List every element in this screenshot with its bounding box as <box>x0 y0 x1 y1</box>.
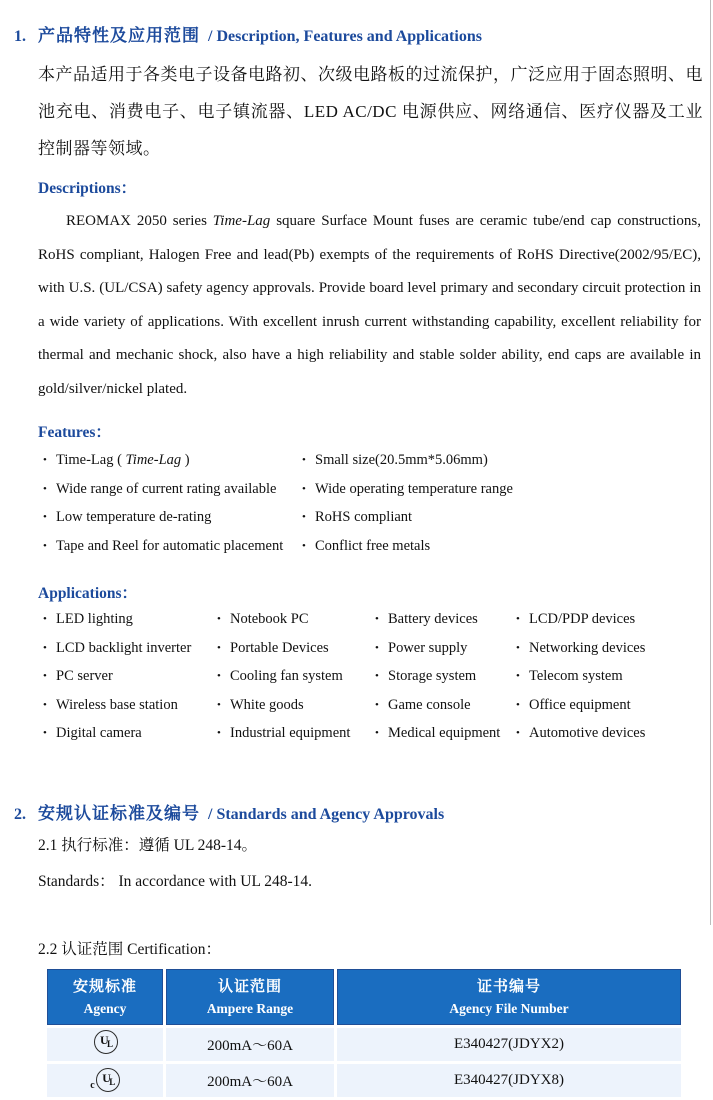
application-item <box>375 696 516 714</box>
application-label: LED lighting <box>56 611 133 627</box>
header-file-number-en: Agency File Number <box>449 1000 569 1016</box>
header-agency-en: Agency <box>83 1000 127 1016</box>
feature-label: Conflict free metals <box>315 537 431 554</box>
applications-list <box>43 610 713 753</box>
header-agency-zh: 安规标准 <box>72 977 137 995</box>
application-item <box>217 696 375 714</box>
bullet-icon: • <box>43 670 47 682</box>
header-ampere-range-en: Ampere Range <box>206 1000 294 1016</box>
ul-circle <box>96 1068 120 1092</box>
section2-title-en: / Standards and Agency Approvals <box>208 805 445 823</box>
application-label: Battery devices <box>388 611 478 627</box>
feature-text-post: ) <box>181 452 190 468</box>
cul-mark-icon <box>90 1068 119 1092</box>
application-item <box>516 667 645 685</box>
bullet-icon: • <box>43 511 47 523</box>
applications-column-2 <box>217 610 375 753</box>
applications-label: Applications： <box>38 585 138 602</box>
bullet-icon: • <box>516 641 520 654</box>
features-list <box>43 451 713 565</box>
application-label: Medical equipment <box>388 725 501 741</box>
application-item <box>375 667 516 685</box>
feature-text-pre: Time-Lag ( <box>56 452 126 468</box>
ampere-range-cell: 200mA～60A <box>166 1028 334 1061</box>
table-row <box>47 1064 681 1097</box>
section2-title-zh: 安规认证标准及编号 <box>38 803 200 823</box>
bullet-icon: • <box>375 670 379 682</box>
description-text-pre: REOMAX 2050 series <box>66 213 213 229</box>
application-label: Industrial equipment <box>230 725 351 741</box>
bullet-icon: • <box>217 670 221 682</box>
bullet-icon: • <box>516 727 520 739</box>
application-item <box>43 639 217 657</box>
application-label: LCD backlight inverter <box>56 639 192 656</box>
header-ampere-range-zh: 认证范围 <box>217 977 282 995</box>
feature-item <box>43 480 302 498</box>
standards-line-zh: 2.1 执行标准：遵循 UL 248-14。 <box>38 836 257 854</box>
ul-letter-l: L <box>107 1039 114 1049</box>
certification-line: 2.2 认证范围 Certification： <box>38 940 221 958</box>
bullet-icon: • <box>302 482 306 495</box>
feature-item <box>43 451 302 469</box>
bullet-icon: • <box>302 454 306 466</box>
features-label: Features： <box>38 424 111 441</box>
feature-item <box>302 537 513 555</box>
file-number-cell: E340427(JDYX8) <box>337 1064 681 1097</box>
ul-mark-icon <box>93 1030 118 1054</box>
feature-item <box>302 480 513 498</box>
bullet-icon: • <box>375 641 379 654</box>
feature-label: Low temperature de-rating <box>56 509 212 525</box>
bullet-icon: • <box>43 727 47 739</box>
table-row <box>47 1028 681 1061</box>
ul-letter-u: U <box>100 1033 109 1047</box>
application-label: Office equipment <box>529 696 631 713</box>
application-label: Cooling fan system <box>230 668 343 684</box>
application-label: Automotive devices <box>529 725 646 741</box>
application-item <box>375 610 516 628</box>
application-item <box>43 610 217 628</box>
application-item <box>516 639 645 657</box>
application-item <box>375 724 516 742</box>
feature-text-italic: Time-Lag <box>125 452 182 468</box>
application-item <box>217 639 375 657</box>
page-right-edge <box>710 0 711 925</box>
application-label: Storage system <box>388 668 477 684</box>
application-item <box>217 610 375 628</box>
applications-column-1 <box>43 610 217 753</box>
application-item <box>217 667 375 685</box>
bullet-icon: • <box>516 613 520 625</box>
features-column-right <box>302 451 513 565</box>
section2-number: 2. <box>14 805 26 823</box>
bullet-icon: • <box>516 670 520 682</box>
section1-heading <box>14 0 713 46</box>
application-label: LCD/PDP devices <box>529 611 636 627</box>
application-item <box>375 639 516 657</box>
application-label: Game console <box>388 696 471 713</box>
feature-item <box>302 508 513 526</box>
application-item <box>516 610 645 628</box>
cul-mark-prefix: c <box>90 1079 95 1091</box>
ul-letter-u: U <box>102 1070 111 1085</box>
application-label: Notebook PC <box>230 611 309 627</box>
header-ampere-range <box>166 969 334 1025</box>
features-column-left <box>43 451 302 565</box>
feature-label: Wide operating temperature range <box>315 480 513 497</box>
description-text-italic: Time-Lag <box>212 213 271 229</box>
section1-title-zh: 产品特性及应用范围 <box>38 26 200 45</box>
bullet-icon: • <box>375 613 379 625</box>
header-agency <box>47 969 163 1025</box>
application-item <box>43 696 217 714</box>
bullet-icon: • <box>43 454 47 466</box>
certification-table <box>44 966 684 1100</box>
application-label: Networking devices <box>529 639 646 656</box>
application-label: Digital camera <box>56 725 142 741</box>
application-item <box>43 724 217 742</box>
feature-label: Small size(20.5mm*5.06mm) <box>315 452 488 468</box>
application-label: White goods <box>230 696 304 713</box>
application-item <box>43 667 217 685</box>
bullet-icon: • <box>43 641 47 654</box>
application-label: Telecom system <box>529 668 623 684</box>
application-label: Power supply <box>388 639 468 656</box>
agency-cell <box>47 1028 163 1061</box>
bullet-icon: • <box>302 511 306 523</box>
bullet-icon: • <box>217 613 221 625</box>
section2-heading <box>14 799 713 824</box>
description-text-post: square Surface Mount fuses are ceramic tube/end cap constructions, RoHS compliant, Halogen Free and lead(Pb) exempts of the requirements of RoHS Directive(2002/95/EC), with U.S. (UL/CSA) safety agency approvals. Provide board level primary and secondary circuit protection in a wide variety of applications. With excellent inrush current withstanding capability, excellent reliability for thermal and mechanic shock, also have a high reliability and stable solder ability, end caps are available in gold/silver/nickel plated. <box>38 213 701 397</box>
bullet-icon: • <box>516 698 520 711</box>
application-item <box>516 724 645 742</box>
application-item <box>516 696 645 714</box>
bullet-icon: • <box>217 698 221 711</box>
bullet-icon: • <box>375 698 379 711</box>
ampere-range-cell: 200mA～60A <box>166 1064 334 1097</box>
feature-label: Wide range of current rating available <box>56 480 277 497</box>
header-file-number-zh: 证书编号 <box>476 977 541 995</box>
header-file-number <box>337 969 681 1025</box>
applications-column-4 <box>516 610 645 753</box>
bullet-icon: • <box>43 482 47 495</box>
section1-title-en: / Description, Features and Applications <box>208 28 482 45</box>
application-label: Portable Devices <box>230 639 329 656</box>
table-header-row <box>47 969 681 1025</box>
agency-cell <box>47 1064 163 1097</box>
intro-paragraph: 本产品适用于各类电子设备电路初、次级电路板的过流保护，广泛应用于固态照明、电池充电、消费电子、电子镇流器、LED AC/DC 电源供应、网络通信、医疗仪器及工业控制器等领域。 <box>38 65 703 158</box>
ul-letter-l: L <box>109 1076 116 1087</box>
feature-item <box>43 508 302 526</box>
feature-item <box>43 537 302 555</box>
feature-item <box>302 451 513 469</box>
standards-line-en: Standards： In accordance with UL 248-14. <box>38 872 313 890</box>
applications-column-3 <box>375 610 516 753</box>
application-label: PC server <box>56 668 113 684</box>
bullet-icon: • <box>43 539 47 552</box>
bullet-icon: • <box>43 613 47 625</box>
feature-label: Tape and Reel for automatic placement <box>56 537 284 554</box>
bullet-icon: • <box>217 641 221 654</box>
application-label: Wireless base station <box>56 696 178 713</box>
ul-circle <box>94 1030 118 1054</box>
file-number-cell: E340427(JDYX2) <box>337 1028 681 1061</box>
application-item <box>217 724 375 742</box>
descriptions-label: Descriptions： <box>38 180 137 197</box>
feature-label: RoHS compliant <box>315 509 413 525</box>
bullet-icon: • <box>375 727 379 739</box>
section1-number: 1. <box>14 28 26 45</box>
feature-label <box>56 452 190 468</box>
bullet-icon: • <box>217 727 221 739</box>
bullet-icon: • <box>302 539 306 552</box>
bullet-icon: • <box>43 698 47 711</box>
description-paragraph <box>38 205 701 406</box>
